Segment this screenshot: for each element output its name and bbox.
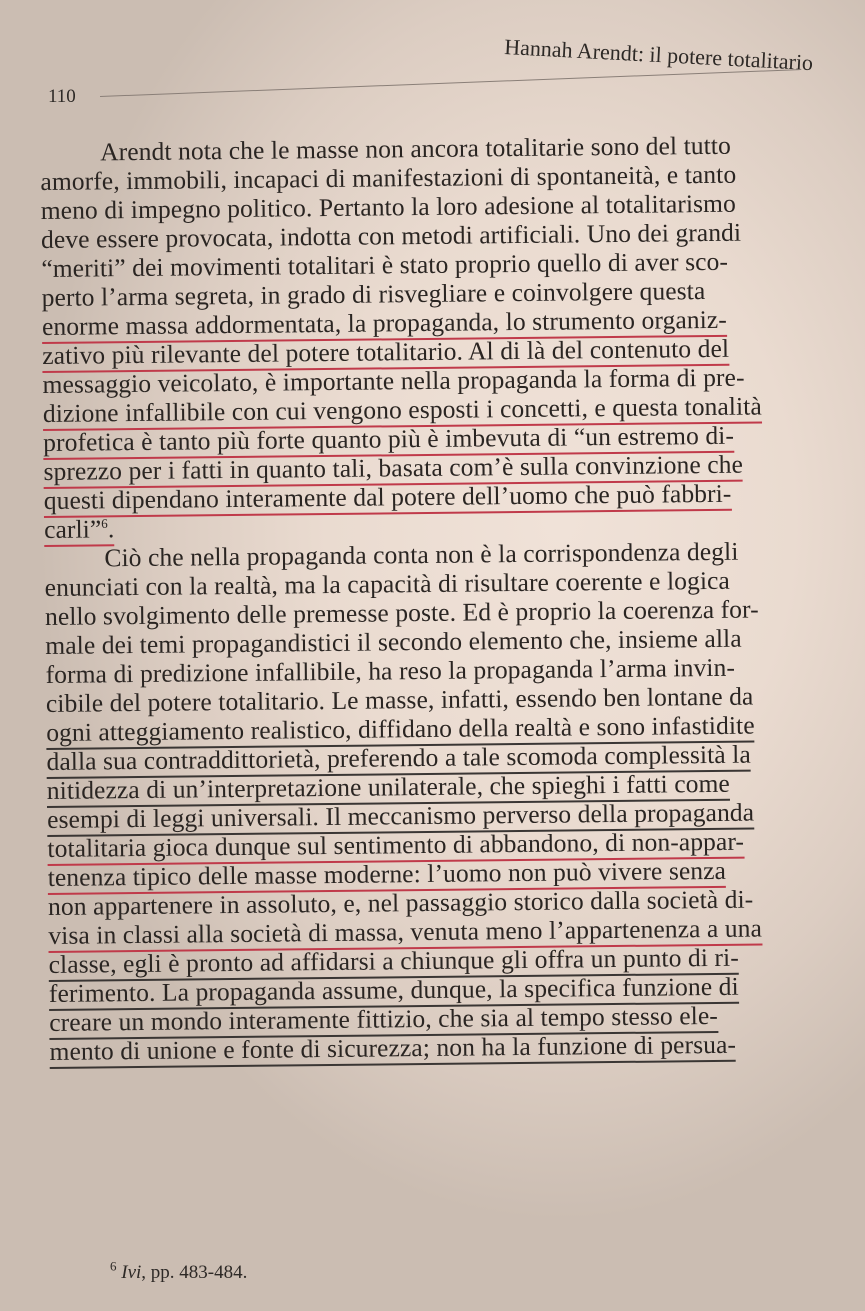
footnote-pages: , pp. 483-484. — [141, 1262, 248, 1283]
text-line: nello svolgimento delle premesse poste. Ed è proprio la coerenza for- — [44, 594, 759, 631]
underlined-text: zativo più rilevante del potere totalitario. Al di là del contenuto del — [42, 334, 729, 373]
underlined-text: nitidezza di un’interpretazione unilaterale, che spieghi i fatti come — [47, 769, 730, 808]
underlined-text: sprezzo per i fatti in quanto tali, basata com’è sulla convinzione che — [43, 450, 743, 489]
text-line: “meriti” dei movimenti totalitari è stato proprio quello di aver sco- — [41, 246, 729, 283]
underlined-text: dalla sua contraddittorietà, preferendo a tale scomoda complessità la — [46, 740, 751, 779]
underlined-text: esempi di leggi universali. Il meccanismo perverso della propaganda — [47, 798, 754, 837]
underlined-text: totalitaria gioca dunque sul sentimento di abbandono, di non-appar- — [47, 827, 744, 866]
footnote-source: Ivi — [121, 1262, 142, 1283]
text-line: messaggio veicolato, è importante nella propaganda la forma di pre- — [42, 362, 745, 399]
text-line: enunciati con la realtà, ma la capacità di risultare coerente e logica — [44, 565, 731, 602]
underlined-text: questi dipendano interamente dal potere dell’uomo che può fabbri- — [44, 479, 732, 518]
text-line: non appartenere in assoluto, e, nel passaggio storico dalla società di- — [47, 884, 754, 921]
underlined-text: visa in classi alla società di massa, venuta meno l’appartenenza a una — [48, 913, 762, 952]
underlined-text: dizione infallibile con cui vengono esposti i concetti, e questa tonalità — [43, 391, 762, 431]
underlined-text: creare un mondo interamente fittizio, che sia al tempo stesso ele- — [49, 1001, 718, 1040]
header-rule — [100, 69, 800, 97]
footnote-number: 6 — [110, 1258, 117, 1274]
underlined-text: carli”$^6$. — [44, 514, 115, 547]
footnote-marker: 6 — [101, 515, 108, 531]
text-line: perto l’arma segreta, in grado di risvegliare e coinvolgere questa — [41, 276, 706, 312]
underlined-text: profetica è tanto più forte quanto più è imbevuta di “un estremo di- — [43, 421, 734, 460]
underlined-text: ferimento. La propaganda assume, dunque, la specifica funzione di — [49, 972, 739, 1011]
text-line: meno di impegno politico. Pertanto la loro adesione al totalitarismo — [40, 188, 737, 225]
underlined-text: ogni atteggiamento realistico, diffidano della realtà e sono infastidite — [46, 711, 755, 750]
text-line: deve essere provocata, indotta con metodi artificiali. Uno dei grandi — [40, 217, 742, 254]
text-line: male dei temi propagandistici il secondo elemento che, insieme alla — [45, 623, 742, 660]
underlined-text: mento di unione e fonte di sicurezza; non ha la funzione di persua- — [49, 1030, 736, 1069]
running-header: Hannah Arendt: il potere totalitario — [503, 34, 814, 76]
page-number: 110 — [48, 86, 76, 107]
text-line: cibile del potere totalitario. Le masse, infatti, essendo ben lontane da — [45, 681, 754, 718]
text-line: amorfe, immobili, incapaci di manifestazioni di spontaneità, e tanto — [40, 159, 737, 196]
text-line: forma di predizione infallibile, ha reso la propaganda l’arma invin- — [45, 652, 736, 689]
paragraph-end-text: carli” — [43, 514, 102, 544]
footnote — [110, 1258, 248, 1284]
underlined-text: tenenza tipico delle masse moderne: l’uomo non può vivere senza — [48, 856, 727, 895]
text-line: Arendt nota che le masse non ancora totalitarie sono del tutto — [99, 130, 732, 167]
underlined-text: enorme massa addormentata, la propaganda, lo strumento organiz- — [42, 305, 727, 344]
body-text — [40, 128, 865, 1066]
text-line: Ciò che nella propaganda conta non è la corrispondenza degli — [104, 536, 739, 573]
underlined-text: classe, egli è pronto ad affidarsi a chiunque gli offra un punto di ri- — [49, 943, 740, 982]
